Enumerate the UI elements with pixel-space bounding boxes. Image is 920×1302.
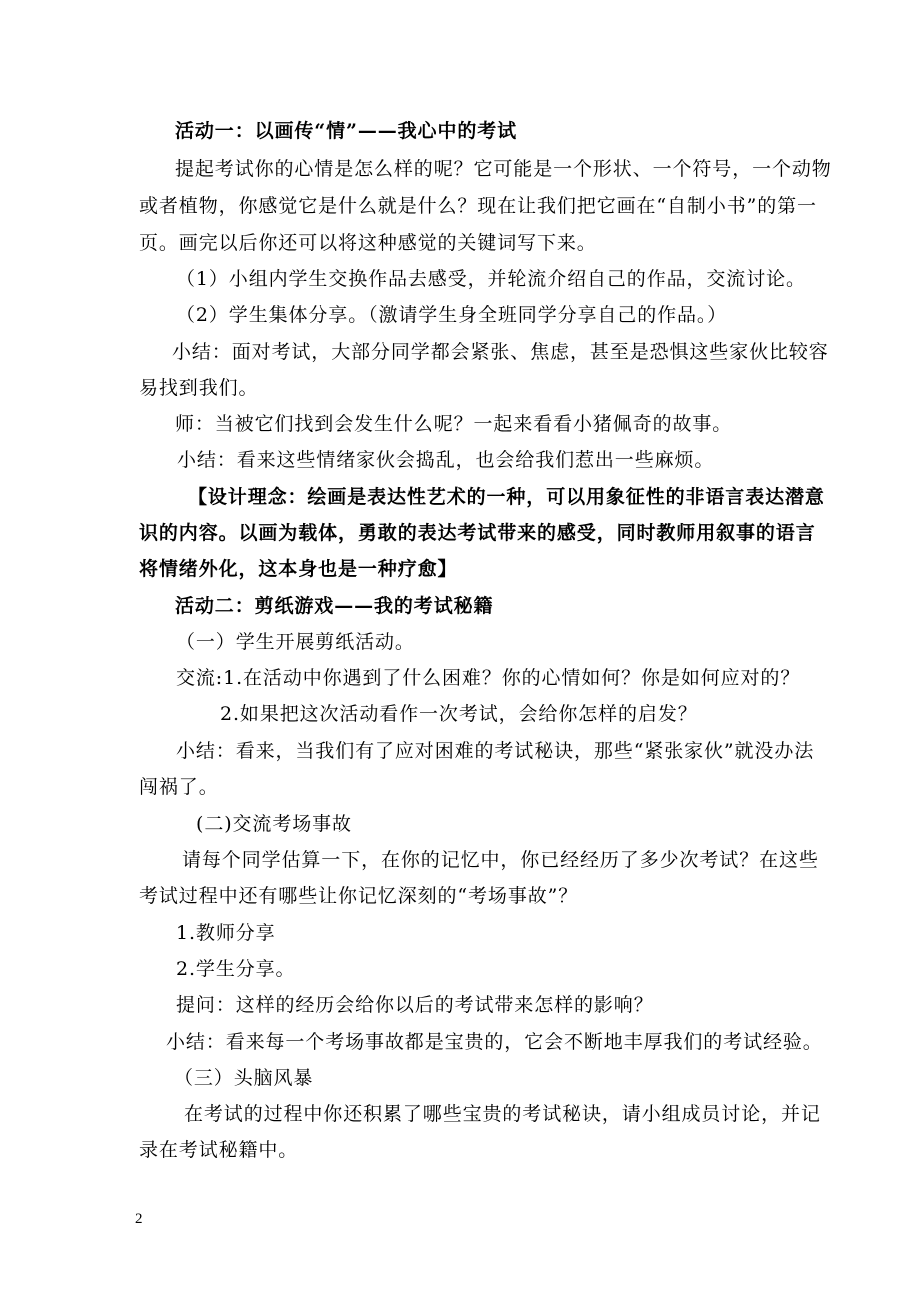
summary3-line1: 小结：看来，当我们有了应对困难的考试秘诀，那些“紧张家伙”就没办法 (176, 740, 815, 762)
summary3-line2: 闯祸了。 (139, 776, 219, 798)
part1-title: （一）学生开展剪纸活动。 (176, 631, 415, 653)
activity1-step1: （1）小组内学生交换作品去感受，并轮流介绍自己的作品，交流讨论。 (176, 268, 806, 290)
activity1-intro-line3: 页。画完以后你还可以将这种感觉的关键词写下来。 (139, 232, 597, 254)
design-concept-line3: 将情绪外化，这本身也是一种疗愈】 (139, 558, 458, 580)
activity1-step2: （2）学生集体分享。（激请学生身全班同学分享自己的作品。） (176, 304, 728, 326)
design-concept-line2: 识的内容。以画为载体，勇敢的表达考试带来的感受，同时教师用叙事的语言 (139, 522, 816, 544)
activity2-heading: 活动二：剪纸游戏——我的考试秘籍 (175, 595, 494, 617)
design-concept-line1: 【设计理念：绘画是表达性艺术的一种，可以用象征性的非语言表达潜意 (188, 486, 825, 508)
activity1-summary1-line2: 易找到我们。 (139, 377, 259, 399)
activity1-intro-line1: 提起考试你的心情是怎么样的呢？它可能是一个形状、一个符号，一个动物 (175, 158, 832, 180)
exchange-question1: 交流:1.在活动中你遇到了什么困难？你的心情如何？你是如何应对的？ (176, 667, 801, 689)
activity1-summary2: 小结：看来这些情绪家伙会捣乱，也会给我们惹出一些麻烦。 (177, 449, 715, 471)
activity1-summary1-line1: 小结：面对考试，大部分同学都会紧张、焦虑，甚至是恐惧这些家伙比较容 (172, 341, 829, 363)
page-number: 2 (135, 1211, 143, 1227)
question-line: 提问：这样的经历会给你以后的考试带来怎样的影响？ (176, 994, 654, 1016)
activity1-teacher-line: 师：当被它们找到会发生什么呢？一起来看看小猪佩奇的故事。 (175, 413, 733, 435)
exchange-question2: 2.如果把这次活动看作一次考试，会给你怎样的启发？ (220, 703, 698, 725)
share-item2: 2.学生分享。 (176, 958, 296, 980)
activity1-heading: 活动一：以画传“情”——我心中的考试 (175, 120, 518, 142)
part3-intro-line1: 在考试的过程中你还积累了哪些宝贵的考试秘诀，请小组成员讨论，并记 (184, 1103, 821, 1125)
part2-intro-line1: 请每个同学估算一下，在你的记忆中，你已经经历了多少次考试？在这些 (182, 849, 819, 871)
part3-title: （三）头脑风暴 (174, 1067, 314, 1089)
share-item1: 1.教师分享 (176, 922, 276, 944)
part3-intro-line2: 录在考试秘籍中。 (139, 1139, 299, 1161)
activity1-intro-line2: 或者植物，你感觉它是什么就是什么？现在让我们把它画在“自制小书”的第一 (139, 195, 817, 217)
summary4: 小结：看来每一个考场事故都是宝贵的，它会不断地丰厚我们的考试经验。 (166, 1031, 823, 1053)
part2-title: (二)交流考场事故 (196, 813, 352, 835)
part2-intro-line2: 考试过程中还有哪些让你记忆深刻的“考场事故”？ (139, 885, 579, 907)
